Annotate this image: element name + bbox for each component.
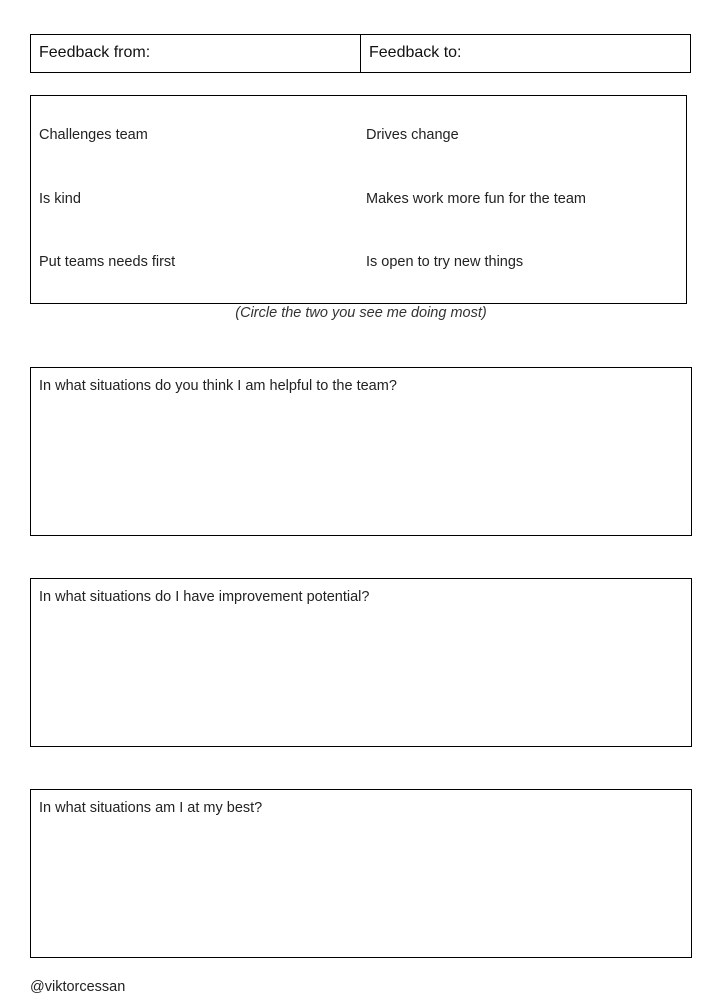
trait-open-to-new-things[interactable]: Is open to try new things <box>366 254 524 270</box>
question-label-improvement: In what situations do I have improvement potential? <box>39 589 370 605</box>
question-box-best <box>30 789 692 958</box>
feedback-from-field[interactable] <box>31 35 360 72</box>
question-label-best: In what situations am I at my best? <box>39 800 263 816</box>
trait-put-teams-needs-first[interactable]: Put teams needs first <box>39 254 176 270</box>
feedback-to-label: Feedback to: <box>369 44 462 61</box>
author-handle: @viktorcessan <box>30 979 126 995</box>
trait-is-kind[interactable]: Is kind <box>39 191 81 207</box>
question-box-helpful <box>30 367 692 536</box>
question-box-improvement <box>30 578 692 747</box>
traits-box <box>30 95 687 304</box>
question-label-helpful: In what situations do you think I am helpful to the team? <box>39 378 397 394</box>
feedback-header <box>30 34 691 73</box>
trait-challenges-team[interactable]: Challenges team <box>39 127 148 143</box>
trait-drives-change[interactable]: Drives change <box>366 127 459 143</box>
answer-area-helpful[interactable] <box>39 402 683 527</box>
feedback-to-field[interactable] <box>360 35 690 72</box>
feedback-from-label: Feedback from: <box>39 44 151 61</box>
answer-area-improvement[interactable] <box>39 613 683 738</box>
trait-makes-work-more-fun[interactable]: Makes work more fun for the team <box>366 191 586 207</box>
circle-instruction: (Circle the two you see me doing most) <box>235 305 487 321</box>
answer-area-best[interactable] <box>39 824 683 949</box>
